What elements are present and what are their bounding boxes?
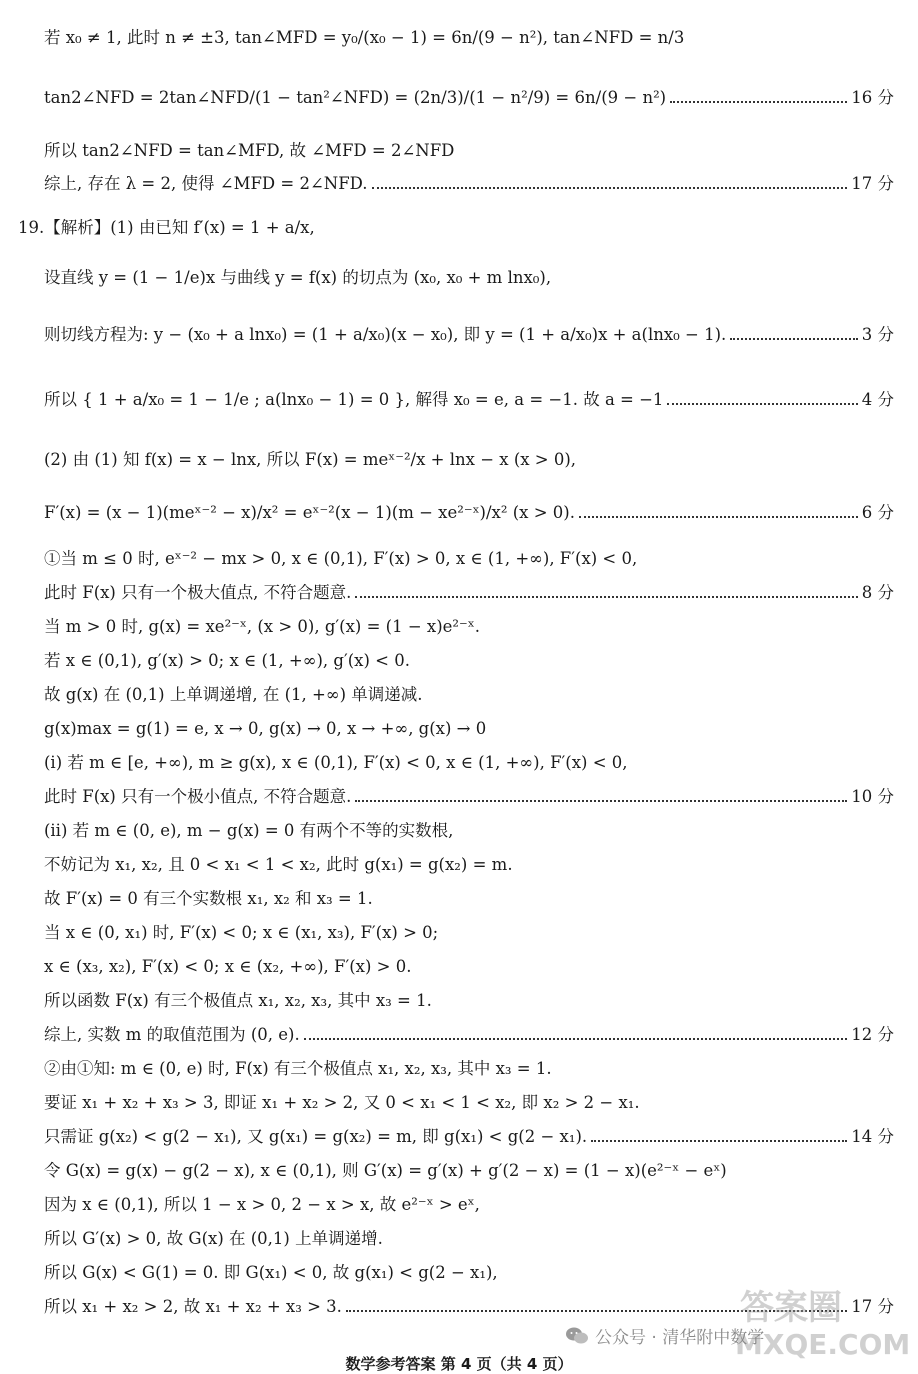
solution-text: 所以 G′(x) > 0, 故 G(x) 在 (0,1) 上单调递增.: [44, 1229, 383, 1248]
solution-line-14: [44, 651, 894, 671]
solution-line-30: [44, 1195, 894, 1215]
dot-leader: [355, 798, 847, 802]
solution-text: (ⅱ) 若 m ∈ (0, e), m − g(x) = 0 有两个不等的实数根,: [44, 821, 454, 840]
solution-text: 此时 F(x) 只有一个极小值点, 不符合题意.: [44, 787, 352, 806]
dot-leader: [372, 185, 848, 189]
solution-text: 19.【解析】(1) 由已知 f′(x) = 1 + a/x,: [18, 218, 315, 237]
solution-text: tan2∠NFD = 2tan∠NFD/(1 − tan²∠NFD) = (2n/3)/(1 − n²/9) = 6n/(9 − n²): [44, 88, 667, 107]
solution-line-21: [44, 889, 894, 909]
dot-leader: [730, 336, 857, 340]
solution-line-24: [44, 991, 894, 1011]
solution-text: (ⅰ) 若 m ∈ [e, +∞), m ≥ g(x), x ∈ (0,1), F′(x) < 0, x ∈ (1, +∞), F′(x) < 0,: [44, 753, 628, 772]
solution-line-8: [44, 390, 894, 410]
solution-text: 此时 F(x) 只有一个极大值点, 不符合题意.: [44, 583, 352, 602]
solution-text: 当 x ∈ (0, x₁) 时, F′(x) < 0; x ∈ (x₁, x₃), F′(x) > 0;: [44, 923, 439, 942]
solution-line-3: [44, 141, 894, 161]
solution-line-15: [44, 685, 894, 705]
dot-leader: [304, 1036, 848, 1040]
score-label: 17 分: [851, 1297, 894, 1316]
solution-line-25: [44, 1025, 894, 1045]
solution-text: 所以 tan2∠NFD = tan∠MFD, 故 ∠MFD = 2∠NFD: [44, 141, 455, 160]
solution-line-22: [44, 923, 894, 943]
solution-text: 因为 x ∈ (0,1), 所以 1 − x > 0, 2 − x > x, 故 e²⁻ˣ > eˣ,: [44, 1195, 480, 1214]
solution-text: 综上, 实数 m 的取值范围为 (0, e).: [44, 1025, 300, 1044]
solution-text: (2) 由 (1) 知 f(x) = x − lnx, 所以 F(x) = meˣ⁻²/x + lnx − x (x > 0),: [44, 450, 577, 469]
solution-text: 所以 G(x) < G(1) = 0. 即 G(x₁) < 0, 故 g(x₁) < g(2 − x₁),: [44, 1263, 498, 1282]
solution-text: 则切线方程为: y − (x₀ + a lnx₀) = (1 + a/x₀)(x − x₀), 即 y = (1 + a/x₀)x + a(lnx₀ − 1).: [44, 325, 727, 344]
solution-line-13: [44, 617, 894, 637]
solution-line-12: [44, 583, 894, 603]
solution-text: ①当 m ≤ 0 时, eˣ⁻² − mx > 0, x ∈ (0,1), F′(x) > 0, x ∈ (1, +∞), F′(x) < 0,: [44, 549, 638, 568]
question-19-heading: [18, 218, 894, 238]
solution-text: F′(x) = (x − 1)(meˣ⁻² − x)/x² = eˣ⁻²(x − 1)(m − xe²⁻ˣ)/x² (x > 0).: [44, 503, 575, 522]
wechat-icon: [565, 1326, 589, 1346]
solution-text: 若 x₀ ≠ 1, 此时 n ≠ ±3, tan∠MFD = y₀/(x₀ − 1) = 6n/(9 − n²), tan∠NFD = n/3: [44, 28, 685, 47]
score-label: 3 分: [861, 325, 894, 344]
solution-text: x ∈ (x₃, x₂), F′(x) < 0; x ∈ (x₂, +∞), F′(x) > 0.: [44, 957, 412, 976]
solution-line-1: [44, 28, 894, 48]
solution-text: 故 g(x) 在 (0,1) 上单调递增, 在 (1, +∞) 单调递减.: [44, 685, 423, 704]
solution-text: g(x)max = g(1) = e, x → 0, g(x) → 0, x → +∞, g(x) → 0: [44, 719, 487, 738]
solution-text: 所以函数 F(x) 有三个极值点 x₁, x₂, x₃, 其中 x₃ = 1.: [44, 991, 432, 1010]
watermark-line1: 答案圈: [740, 1288, 842, 1328]
score-label: 10 分: [851, 787, 894, 806]
watermark-line2: MXQE.COM: [735, 1328, 911, 1361]
solution-line-19: [44, 821, 894, 841]
dot-leader: [355, 594, 857, 598]
dot-leader: [579, 514, 858, 518]
solution-text: 设直线 y = (1 − 1/e)x 与曲线 y = f(x) 的切点为 (x₀, x₀ + m lnx₀),: [44, 268, 552, 287]
solution-line-29: [44, 1161, 894, 1181]
solution-line-4: [44, 174, 894, 194]
solution-text: 综上, 存在 λ = 2, 使得 ∠MFD = 2∠NFD.: [44, 174, 368, 193]
solution-line-9: [44, 450, 894, 470]
score-label: 4 分: [861, 390, 894, 409]
solution-line-20: [44, 855, 894, 875]
solution-text: 若 x ∈ (0,1), g′(x) > 0; x ∈ (1, +∞), g′(x) < 0.: [44, 651, 410, 670]
score-label: 6 分: [861, 503, 894, 522]
solution-text: 不妨记为 x₁, x₂, 且 0 < x₁ < 1 < x₂, 此时 g(x₁) = g(x₂) = m.: [44, 855, 513, 874]
solution-line-31: [44, 1229, 894, 1249]
score-label: 8 分: [861, 583, 894, 602]
solution-text: 所以 x₁ + x₂ > 2, 故 x₁ + x₂ + x₃ > 3.: [44, 1297, 342, 1316]
score-label: 14 分: [851, 1127, 894, 1146]
solution-text: 所以 { 1 + a/x₀ = 1 − 1/e ; a(lnx₀ − 1) = 0 }, 解得 x₀ = e, a = −1. 故 a = −1: [44, 390, 664, 409]
solution-line-28: [44, 1127, 894, 1147]
score-label: 12 分: [851, 1025, 894, 1044]
page-footer: 数学参考答案 第 4 页（共 4 页）: [345, 1355, 573, 1373]
solution-text: 故 F′(x) = 0 有三个实数根 x₁, x₂ 和 x₃ = 1.: [44, 889, 373, 908]
solution-line-17: [44, 753, 894, 773]
solution-text: 当 m > 0 时, g(x) = xe²⁻ˣ, (x > 0), g′(x) = (1 − x)e²⁻ˣ.: [44, 617, 480, 636]
dot-leader: [670, 99, 847, 103]
solution-line-26: [44, 1059, 894, 1079]
solution-line-6: [44, 268, 894, 288]
solution-text: 令 G(x) = g(x) − g(2 − x), x ∈ (0,1), 则 G′(x) = g′(x) + g′(2 − x) = (1 − x)(e²⁻ˣ − eˣ): [44, 1161, 727, 1180]
score-label: 17 分: [851, 174, 894, 193]
solution-line-23: [44, 957, 894, 977]
solution-line-7: [44, 325, 894, 345]
solution-line-2: [44, 88, 894, 108]
solution-text: 要证 x₁ + x₂ + x₃ > 3, 即证 x₁ + x₂ > 2, 又 0 < x₁ < 1 < x₂, 即 x₂ > 2 − x₁.: [44, 1093, 640, 1112]
solution-line-16: [44, 719, 894, 739]
solution-text: 只需证 g(x₂) < g(2 − x₁), 又 g(x₁) = g(x₂) = m, 即 g(x₁) < g(2 − x₁).: [44, 1127, 588, 1146]
solution-line-18: [44, 787, 894, 807]
dot-leader: [591, 1138, 847, 1142]
wechat-text: 公众号 · 清华附中数学: [595, 1328, 765, 1348]
solution-line-10: [44, 503, 894, 523]
solution-line-27: [44, 1093, 894, 1113]
score-label: 16 分: [851, 88, 894, 107]
wechat-attribution: [565, 1323, 764, 1348]
solution-text: ②由①知: m ∈ (0, e) 时, F(x) 有三个极值点 x₁, x₂, x₃, 其中 x₃ = 1.: [44, 1059, 552, 1078]
solution-line-11: [44, 549, 894, 569]
dot-leader: [667, 401, 857, 405]
